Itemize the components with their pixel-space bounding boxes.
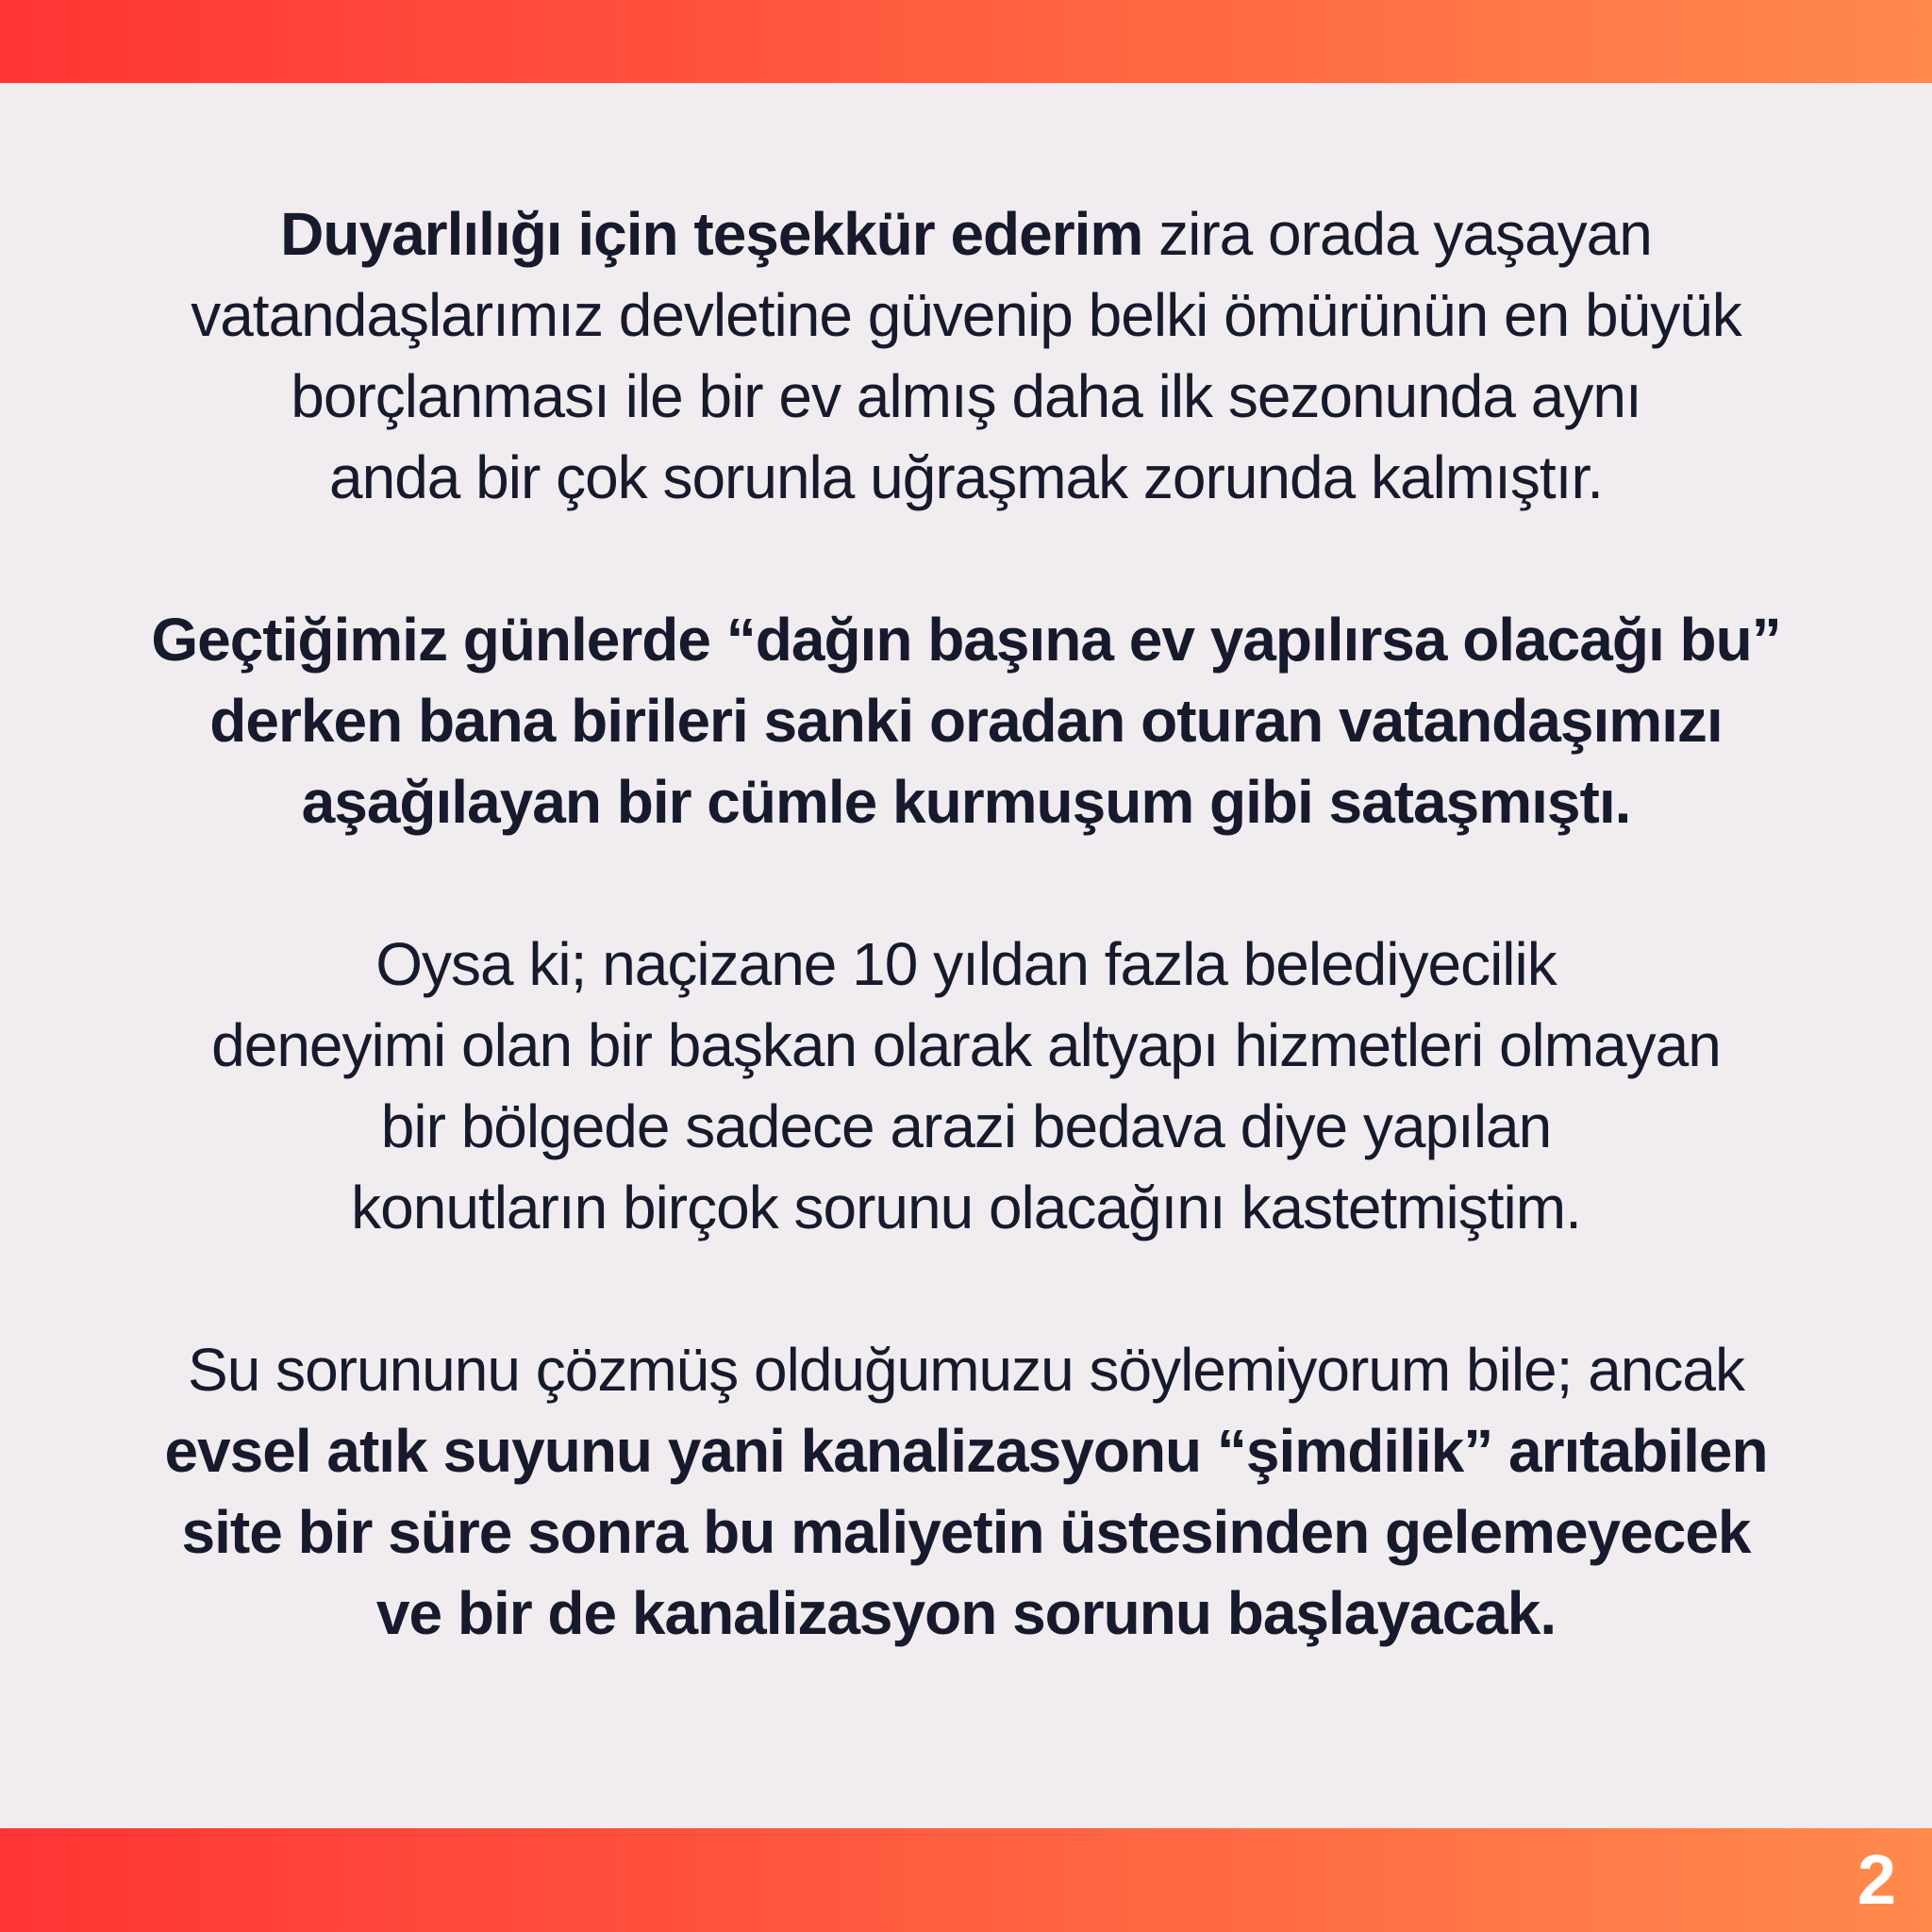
paragraph-1-line-1	[94, 193, 1838, 275]
bottom-accent-bar	[0, 1828, 1932, 1932]
top-accent-bar	[0, 0, 1932, 83]
paragraph-2-line-1: Geçtiğimiz günlerde “dağın başına ev yapılırsa olacağı bu”	[151, 606, 1781, 674]
statement-text	[94, 193, 1838, 1654]
paragraph-1	[94, 193, 1838, 518]
paragraph-3-line-1: Oysa ki; naçizane 10 yıldan fazla belediyecilik	[375, 930, 1557, 998]
paragraph-4-line-4: ve bir de kanalizasyon sorunu başlayacak.	[375, 1579, 1557, 1647]
page-number: 2	[1857, 1840, 1896, 1919]
paragraph-3	[94, 924, 1838, 1248]
paragraph-4-line-2: evsel atık suyunu yani kanalizasyonu “şimdilik” arıtabilen	[164, 1417, 1768, 1485]
paragraph-1-line-3: borçlanması ile bir ev almış daha ilk sezonunda aynı	[291, 362, 1641, 430]
paragraph-3-line-3: bir bölgede sadece arazi bedava diye yapılan	[380, 1092, 1552, 1160]
paragraph-1-line-4: anda bir çok sorunla uğraşmak zorunda kalmıştır.	[329, 443, 1603, 511]
paragraph-4-line-3: site bir süre sonra bu maliyetin üstesinden gelemeyecek	[181, 1498, 1751, 1566]
paragraph-3-line-2: deneyimi olan bir başkan olarak altyapı hizmetleri olmayan	[211, 1011, 1721, 1079]
paragraph-4	[94, 1329, 1838, 1654]
paragraph-2	[94, 599, 1838, 842]
paragraph-2-line-3: aşağılayan bir cümle kurmuşum gibi sataşmıştı.	[301, 768, 1631, 836]
paragraph-3-line-4: konutların birçok sorunu olacağını kastetmiştim.	[351, 1174, 1581, 1241]
paragraph-1-bold-lead: Duyarlılığı için teşekkür ederim	[280, 200, 1143, 268]
paragraph-1-line-2: vatandaşlarımız devletine güvenip belki ömürünün en büyük	[191, 281, 1741, 349]
paragraph-2-line-2: derken bana birileri sanki oradan oturan vatandaşımızı	[209, 687, 1723, 755]
paragraph-4-line-1: Su sorununu çözmüş olduğumuzu söylemiyorum bile; ancak	[188, 1336, 1744, 1404]
paragraph-1-lead-rest: zira orada yaşayan	[1142, 200, 1652, 268]
